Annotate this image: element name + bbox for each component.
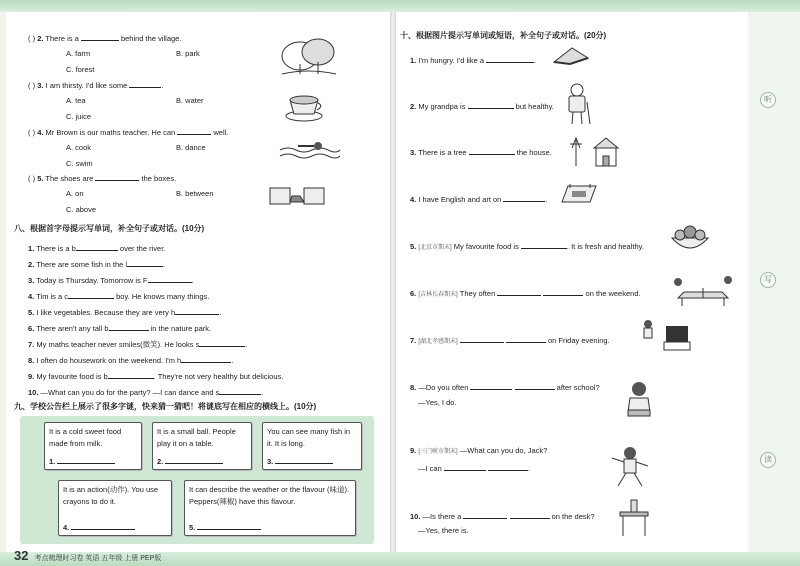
page-footer: 32 考点梳理时习卷 英语 五年级 上册 PEP版 xyxy=(14,548,162,563)
fill-item-10: 10. —What can you do for the party? —I can dance and s . xyxy=(28,388,264,397)
right-page xyxy=(396,12,748,552)
answer-blank[interactable] xyxy=(275,455,333,464)
answer-blank[interactable] xyxy=(515,381,555,390)
picture-item-7: 7. [湖北孝感期末] on Friday evening. xyxy=(410,336,610,345)
answer-blank[interactable] xyxy=(506,334,546,343)
option-b: B. dance xyxy=(176,143,206,152)
option-c: C. swim xyxy=(66,159,93,168)
picture-item-9: 9. [三门峡市期末] —What can you do, Jack? xyxy=(410,446,548,455)
picture-item-4: 4. I have English and art on . xyxy=(410,195,548,204)
answer-blank[interactable] xyxy=(503,193,545,202)
mc-question-2: ( ) 2. There is a behind the village. xyxy=(28,34,182,43)
fill-item-5: 5. I like vegetables. Because they are very h . xyxy=(28,308,222,317)
mc-question-3: ( ) 3. I am thirsty. I'd like some . xyxy=(28,81,164,90)
picture-item-6: 6. [吉林长春期末] They often on the weekend. xyxy=(410,289,641,298)
kung-fu-boy-picture xyxy=(610,446,650,488)
answer-blank[interactable] xyxy=(497,287,541,296)
answer-blank[interactable] xyxy=(468,100,514,109)
answer-blank[interactable] xyxy=(510,510,550,519)
fill-item-2: 2. There are some fish in the l . xyxy=(28,260,166,269)
answer-blank[interactable] xyxy=(148,274,192,283)
fill-item-4: 4. Tim is a c boy. He knows many things. xyxy=(28,292,210,301)
riddle-card-3: You can see many fish in it. It is long. 3. xyxy=(262,422,362,470)
top-border xyxy=(0,0,800,12)
answer-blank[interactable] xyxy=(68,290,114,299)
picture-item-8: 8. —Do you often after school? xyxy=(410,383,600,392)
riddle-card-5: It can describe the weather or the flavour (味道). Peppers(辣椒) have this flavour. 5. xyxy=(184,480,356,536)
fill-item-8: 8. I often do housework on the weekend. I'm h . xyxy=(28,356,234,365)
option-a: A. cook xyxy=(66,143,92,152)
fill-item-3: 3. Today is Thursday. Tomorrow is F . xyxy=(28,276,194,285)
desk-bottle-picture xyxy=(618,498,650,538)
picture-item-8-reply: —Yes, I do. xyxy=(418,398,457,407)
answer-blank[interactable] xyxy=(219,386,261,395)
answer-blank[interactable] xyxy=(95,172,139,181)
option-b: B. park xyxy=(176,49,200,58)
side-tab-3: 读 xyxy=(760,452,776,468)
option-a: A. tea xyxy=(66,96,86,105)
tree-house-picture xyxy=(568,134,620,168)
fill-item-7: 7. My maths teacher never smiles(微笑). He looks s . xyxy=(28,340,248,349)
side-tab-1: 听 xyxy=(760,92,776,108)
answer-blank[interactable] xyxy=(470,381,512,390)
answer-blank[interactable] xyxy=(57,455,115,464)
option-c: C. juice xyxy=(66,112,92,121)
answer-blank[interactable] xyxy=(197,521,261,530)
option-c: C. forest xyxy=(66,65,95,74)
mc-question-4: ( ) 4. Mr Brown is our maths teacher. He can well. xyxy=(28,128,229,137)
option-c: C. above xyxy=(66,205,97,214)
notice-board xyxy=(20,416,374,544)
picture-item-5: 5. [北京市期末] My favourite food is . It is fresh and healthy. xyxy=(410,242,644,251)
answer-blank[interactable] xyxy=(175,306,219,315)
option-a: A. on xyxy=(66,189,84,198)
mc-question-5: ( ) 5. The shoes are the boxes. xyxy=(28,174,177,183)
side-tab-2: 写 xyxy=(760,272,776,288)
section-9-title: 九、学校公告栏上展示了很多字谜，快来猜一猜吧！将谜底写在相应的横线上。(10分) xyxy=(14,402,317,411)
picture-item-10-reply: —Yes, there is. xyxy=(418,526,469,535)
picture-item-2: 2. My grandpa is but healthy. xyxy=(410,102,554,111)
tv-picture xyxy=(640,318,692,354)
answer-blank[interactable] xyxy=(76,242,118,251)
answer-blank[interactable] xyxy=(488,462,528,471)
picture-item-10: 10. —Is there a on the desk? xyxy=(410,512,595,521)
riddle-card-4: It is an action(动作). You use crayons to do it. 4. xyxy=(58,480,172,536)
tea-cup-picture xyxy=(284,90,324,122)
page-number: 32 xyxy=(14,548,29,563)
answer-blank[interactable] xyxy=(109,322,149,331)
girl-reading-picture xyxy=(622,380,656,420)
section-8-title: 八、根据首字母提示写单词，补全句子或对话。(10分) xyxy=(14,224,205,233)
answer-blank[interactable] xyxy=(181,354,231,363)
answer-blank[interactable] xyxy=(469,146,515,155)
calendar-picture xyxy=(558,182,600,206)
fill-item-6: 6. There aren't any tall b in the nature park. xyxy=(28,324,212,333)
answer-blank[interactable] xyxy=(444,462,486,471)
option-b: B. between xyxy=(176,189,214,198)
ping-pong-picture xyxy=(672,274,734,308)
answer-blank[interactable] xyxy=(81,32,119,41)
section-10-title: 十、根据图片提示写单词或短语，补全句子或对话。(20分) xyxy=(400,31,607,40)
option-b: B. water xyxy=(176,96,204,105)
picture-item-3: 3. There is a tree the house. xyxy=(410,148,552,157)
answer-blank[interactable] xyxy=(165,455,223,464)
answer-blank[interactable] xyxy=(71,521,135,530)
answer-blank[interactable] xyxy=(177,126,211,135)
answer-blank[interactable] xyxy=(521,240,567,249)
option-a: A. farm xyxy=(66,49,91,58)
answer-blank[interactable] xyxy=(199,338,245,347)
forest-picture xyxy=(278,34,338,78)
fill-item-1: 1. There is a b over the river. xyxy=(28,244,166,253)
picture-item-1: 1. I'm hungry. I'd like a . xyxy=(410,56,537,65)
shoes-boxes-picture xyxy=(268,182,326,208)
left-page xyxy=(6,12,390,563)
grandpa-picture xyxy=(562,82,592,126)
sandwich-picture xyxy=(552,46,590,66)
answer-blank[interactable] xyxy=(108,370,154,379)
salad-picture xyxy=(670,224,710,254)
answer-blank[interactable] xyxy=(129,79,161,88)
fill-item-9: 9. My favourite food is b . They're not very healthy but delicious. xyxy=(28,372,284,381)
answer-blank[interactable] xyxy=(127,258,163,267)
riddle-card-1: It is a cold sweet food made from milk. 1. xyxy=(44,422,142,470)
answer-blank[interactable] xyxy=(486,54,534,63)
swimmer-picture xyxy=(278,136,340,162)
riddle-card-2: It is a small ball. People play it on a table. 2. xyxy=(152,422,252,470)
answer-blank[interactable] xyxy=(463,510,507,519)
picture-item-9-reply: —I can . xyxy=(418,464,531,473)
answer-blank[interactable] xyxy=(460,334,504,343)
answer-blank[interactable] xyxy=(543,287,583,296)
